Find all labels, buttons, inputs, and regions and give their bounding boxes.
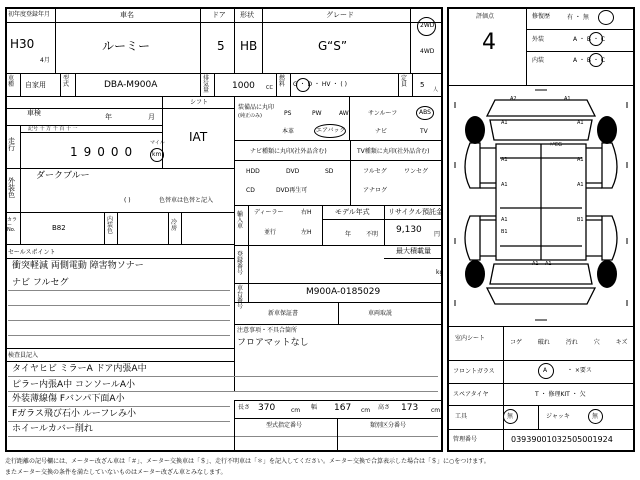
note-4: Fガラス飛び石小 ルーフレみ小	[12, 409, 136, 419]
displacement-value: 1000	[232, 81, 255, 91]
color-no-value: B82	[52, 224, 66, 232]
category-value: 自家用	[25, 81, 46, 89]
recycle-label: 冷房	[171, 219, 178, 232]
mileage-mile: マイル	[150, 140, 165, 146]
color-change-note-2: 色替車は色替と記入	[159, 197, 214, 204]
tv-oneseg: ワンセグ	[404, 168, 429, 175]
damage-a1-right3: A1	[577, 182, 584, 188]
equip-leather: 本革	[282, 128, 295, 135]
damage-a2: A2	[510, 96, 517, 102]
width-unit: cm	[361, 407, 371, 414]
fuel-options: G ・ D ・ HV ・ ( )	[293, 81, 347, 88]
footer-note-2: またメーター交換の条件を満たしていないものはメーター改ざん車とみなします。	[5, 469, 227, 476]
equip-sunroof: サンルーフ	[368, 110, 398, 117]
damage-a1-right1: A1	[577, 120, 584, 126]
damage-roof: ﾊ℃G	[550, 142, 562, 148]
import-parallel: 並行	[264, 229, 277, 236]
navi-sd: SD	[325, 168, 334, 175]
navi-hdd: HDD	[246, 168, 260, 175]
front-glass-label: フロントガラス	[453, 368, 495, 375]
jack-value: 無	[592, 413, 599, 420]
new-car-warranty: 新車保証書	[268, 310, 299, 317]
recycle-fee-label: リサイクル預託金	[388, 208, 444, 216]
capacity-value: 5	[420, 81, 425, 89]
registration-label: 登録番号	[237, 251, 244, 276]
equip-abs: ABS	[419, 109, 431, 116]
length-value: 370	[258, 403, 276, 413]
score-label: 評価点	[476, 13, 495, 20]
navi-type-label: ナビ種類に丸印(社外品含む)	[250, 148, 327, 155]
equip-navi: ナビ	[375, 128, 388, 135]
exterior-label: 外装	[532, 36, 545, 43]
repair-options: 有 ・ 無	[567, 14, 589, 21]
footer-note-1: 走行距離の記号欄には、メーター改ざん車は「＃」、メーター交換車は「＄」、走行不明車は「＊」を記入してください。メーター交換で合算表示した場合は「＄」に○をつけます。	[5, 458, 490, 465]
note-3: 外装薄線傷 Fバンパ下面A小	[12, 394, 125, 404]
model-year-year: 年	[345, 231, 352, 238]
tv-type-label: TV種類に丸印(社外品含む)	[357, 148, 430, 155]
inspection-year: 年	[105, 113, 112, 121]
capacity-label: 定員	[401, 75, 408, 88]
displacement-unit: CC	[266, 85, 273, 91]
damage-a1-right2: A1	[577, 157, 584, 163]
repair-none-circle	[598, 10, 614, 25]
front-glass-a: A	[543, 367, 548, 374]
import-label: 輸入車	[237, 211, 244, 230]
shift-value: IAT	[189, 130, 208, 144]
damage-a1-bottom2: A1	[545, 261, 552, 267]
first-registration-label: 初年度登録年月	[8, 11, 51, 18]
steering-left: 左H	[301, 229, 312, 236]
damage-b1-right: B1	[577, 217, 584, 223]
navi-dvd: DVD	[286, 168, 300, 175]
height-unit: cm	[431, 407, 441, 414]
height-value: 173	[401, 403, 419, 413]
inspector-notes-label: 検査員記入	[8, 352, 39, 359]
mileage-km: km	[152, 151, 162, 158]
interior-grades: A ・ B ・ C	[573, 57, 606, 64]
chassis-label: 車台番号	[237, 285, 244, 310]
damage-b1-left: B1	[501, 229, 508, 235]
max-load-unit: kg	[436, 269, 444, 276]
shift-label: シフト	[190, 99, 209, 106]
tools-label: 工具	[455, 413, 468, 420]
sales-point-label: セールスポイント	[8, 249, 56, 256]
capacity-unit: 人	[433, 87, 439, 93]
navi-cd: CD	[246, 187, 255, 194]
damage-a1-left4: A1	[501, 217, 508, 223]
exterior-b-circle	[589, 32, 603, 46]
width-label: 幅	[311, 404, 318, 411]
interior-sheet-options: コゲ 破れ 汚れ 穴 キズ	[510, 339, 628, 346]
color-change-note: ( )	[124, 197, 131, 204]
doors-label: ドア	[212, 11, 226, 19]
model-year-value: 不明	[366, 231, 379, 238]
repair-label: 修復歴	[532, 13, 551, 20]
fuel-label: 燃料	[279, 75, 286, 88]
damage-a1-bottom1: A1	[532, 261, 539, 267]
category-label: 車種	[8, 75, 15, 88]
model-year-label: モデル年式	[335, 208, 370, 216]
length-label: 長さ	[238, 404, 251, 411]
model-value: DBA-M900A	[104, 80, 158, 90]
inspection-month: 月	[148, 113, 155, 121]
management-no-value: 03939001032505001924	[511, 435, 613, 444]
owner-manual: 車両取説	[368, 310, 393, 317]
mileage-value: 19000	[70, 145, 139, 159]
drive-2wd: 2WD	[420, 22, 435, 29]
jack-label: ジャッキ	[546, 413, 570, 420]
color-no-label: カラーNo.	[7, 217, 18, 233]
damage-a1-left3: A1	[501, 182, 508, 188]
equipment-sublabel: (純正のみ)	[238, 113, 262, 119]
front-glass-replace: ・ ×要ス	[567, 367, 592, 374]
exterior-color-label: 外装色	[8, 177, 15, 199]
exterior-color-value: ダークブルー	[36, 171, 90, 181]
score-value: 4	[482, 30, 496, 55]
first-registration-month: 4月	[40, 57, 50, 64]
first-registration-year: H30	[10, 37, 35, 51]
equip-aw: AW	[339, 110, 349, 117]
steering-right: 右H	[301, 209, 312, 216]
equip-tv: TV	[420, 128, 428, 135]
mileage-digit-headers: 記号 十 万 千 百 十 一	[28, 126, 78, 132]
spare-tire-options: T ・ 修理KIT ・ 欠	[535, 391, 586, 398]
exterior-grades: A ・ B ・ C	[573, 36, 606, 43]
mileage-label: 走行	[8, 137, 15, 152]
recycle-fee-value: 9,130	[396, 225, 422, 235]
inspection-label: 車検	[27, 109, 41, 117]
note-5: ホイールカバー削れ	[12, 424, 93, 434]
body-shape-value: HB	[240, 39, 258, 53]
equip-pw: PW	[312, 110, 322, 117]
interior-grade-label: 内装	[532, 57, 545, 64]
tools-value: 無	[507, 413, 514, 420]
model-label: 型式	[63, 75, 70, 88]
width-value: 167	[334, 403, 352, 413]
damage-a1-left2: A1	[501, 157, 508, 163]
tv-fullseg: フルセグ	[363, 168, 387, 175]
equipment-label: 装備品に丸印	[238, 104, 275, 111]
car-damage-diagram	[450, 88, 632, 326]
notes-value: フロアマットなし	[237, 338, 309, 348]
interior-sheet-label: 室内シート	[455, 335, 486, 342]
navi-dvd-play: DVD再生可	[276, 187, 308, 194]
management-no-label: 管理番号	[453, 436, 478, 443]
chassis-value: M900A-0185029	[306, 287, 381, 297]
category-no-label: 類別区分番号	[370, 422, 407, 429]
recycle-fee-unit: 円	[434, 231, 441, 238]
interior-b-circle	[589, 53, 603, 67]
grade-value: G“S”	[318, 39, 348, 53]
sales-point-2: ナビ フルセグ	[12, 278, 69, 288]
damage-a1-top: A1	[564, 96, 571, 102]
equip-airbag: エアバック	[316, 127, 346, 134]
note-1: タイヤヒビ ミラーA ドア内張A中	[12, 364, 147, 374]
grade-label: グレード	[326, 11, 354, 19]
sales-point-1: 衝突軽減 両側電動 障害物ソナー	[12, 261, 144, 271]
type-designation-label: 型式指定番号	[266, 422, 303, 429]
equip-ps: PS	[284, 110, 292, 117]
length-unit: cm	[291, 407, 301, 414]
doors-value: 5	[217, 39, 225, 53]
note-2: ピラー内張A中 コンソールA小	[12, 380, 135, 390]
car-name: ルーミー	[102, 39, 151, 53]
height-label: 高さ	[378, 404, 391, 411]
tv-analog: アナログ	[363, 187, 388, 194]
import-dealer: ディーラー	[254, 209, 284, 216]
notes-label: 注意事項・不具合箇所	[237, 327, 298, 334]
interior-label: 内装色	[107, 216, 114, 235]
spare-tire-label: スペアタイヤ	[453, 391, 489, 398]
damage-a1-left1: A1	[501, 120, 508, 126]
body-shape-label: 形状	[240, 11, 254, 19]
drive-4wd: 4WD	[420, 48, 435, 55]
car-name-label: 車名	[120, 11, 134, 19]
max-load-label: 最大積載量	[396, 247, 431, 255]
displacement-label: 排気量	[203, 75, 210, 94]
